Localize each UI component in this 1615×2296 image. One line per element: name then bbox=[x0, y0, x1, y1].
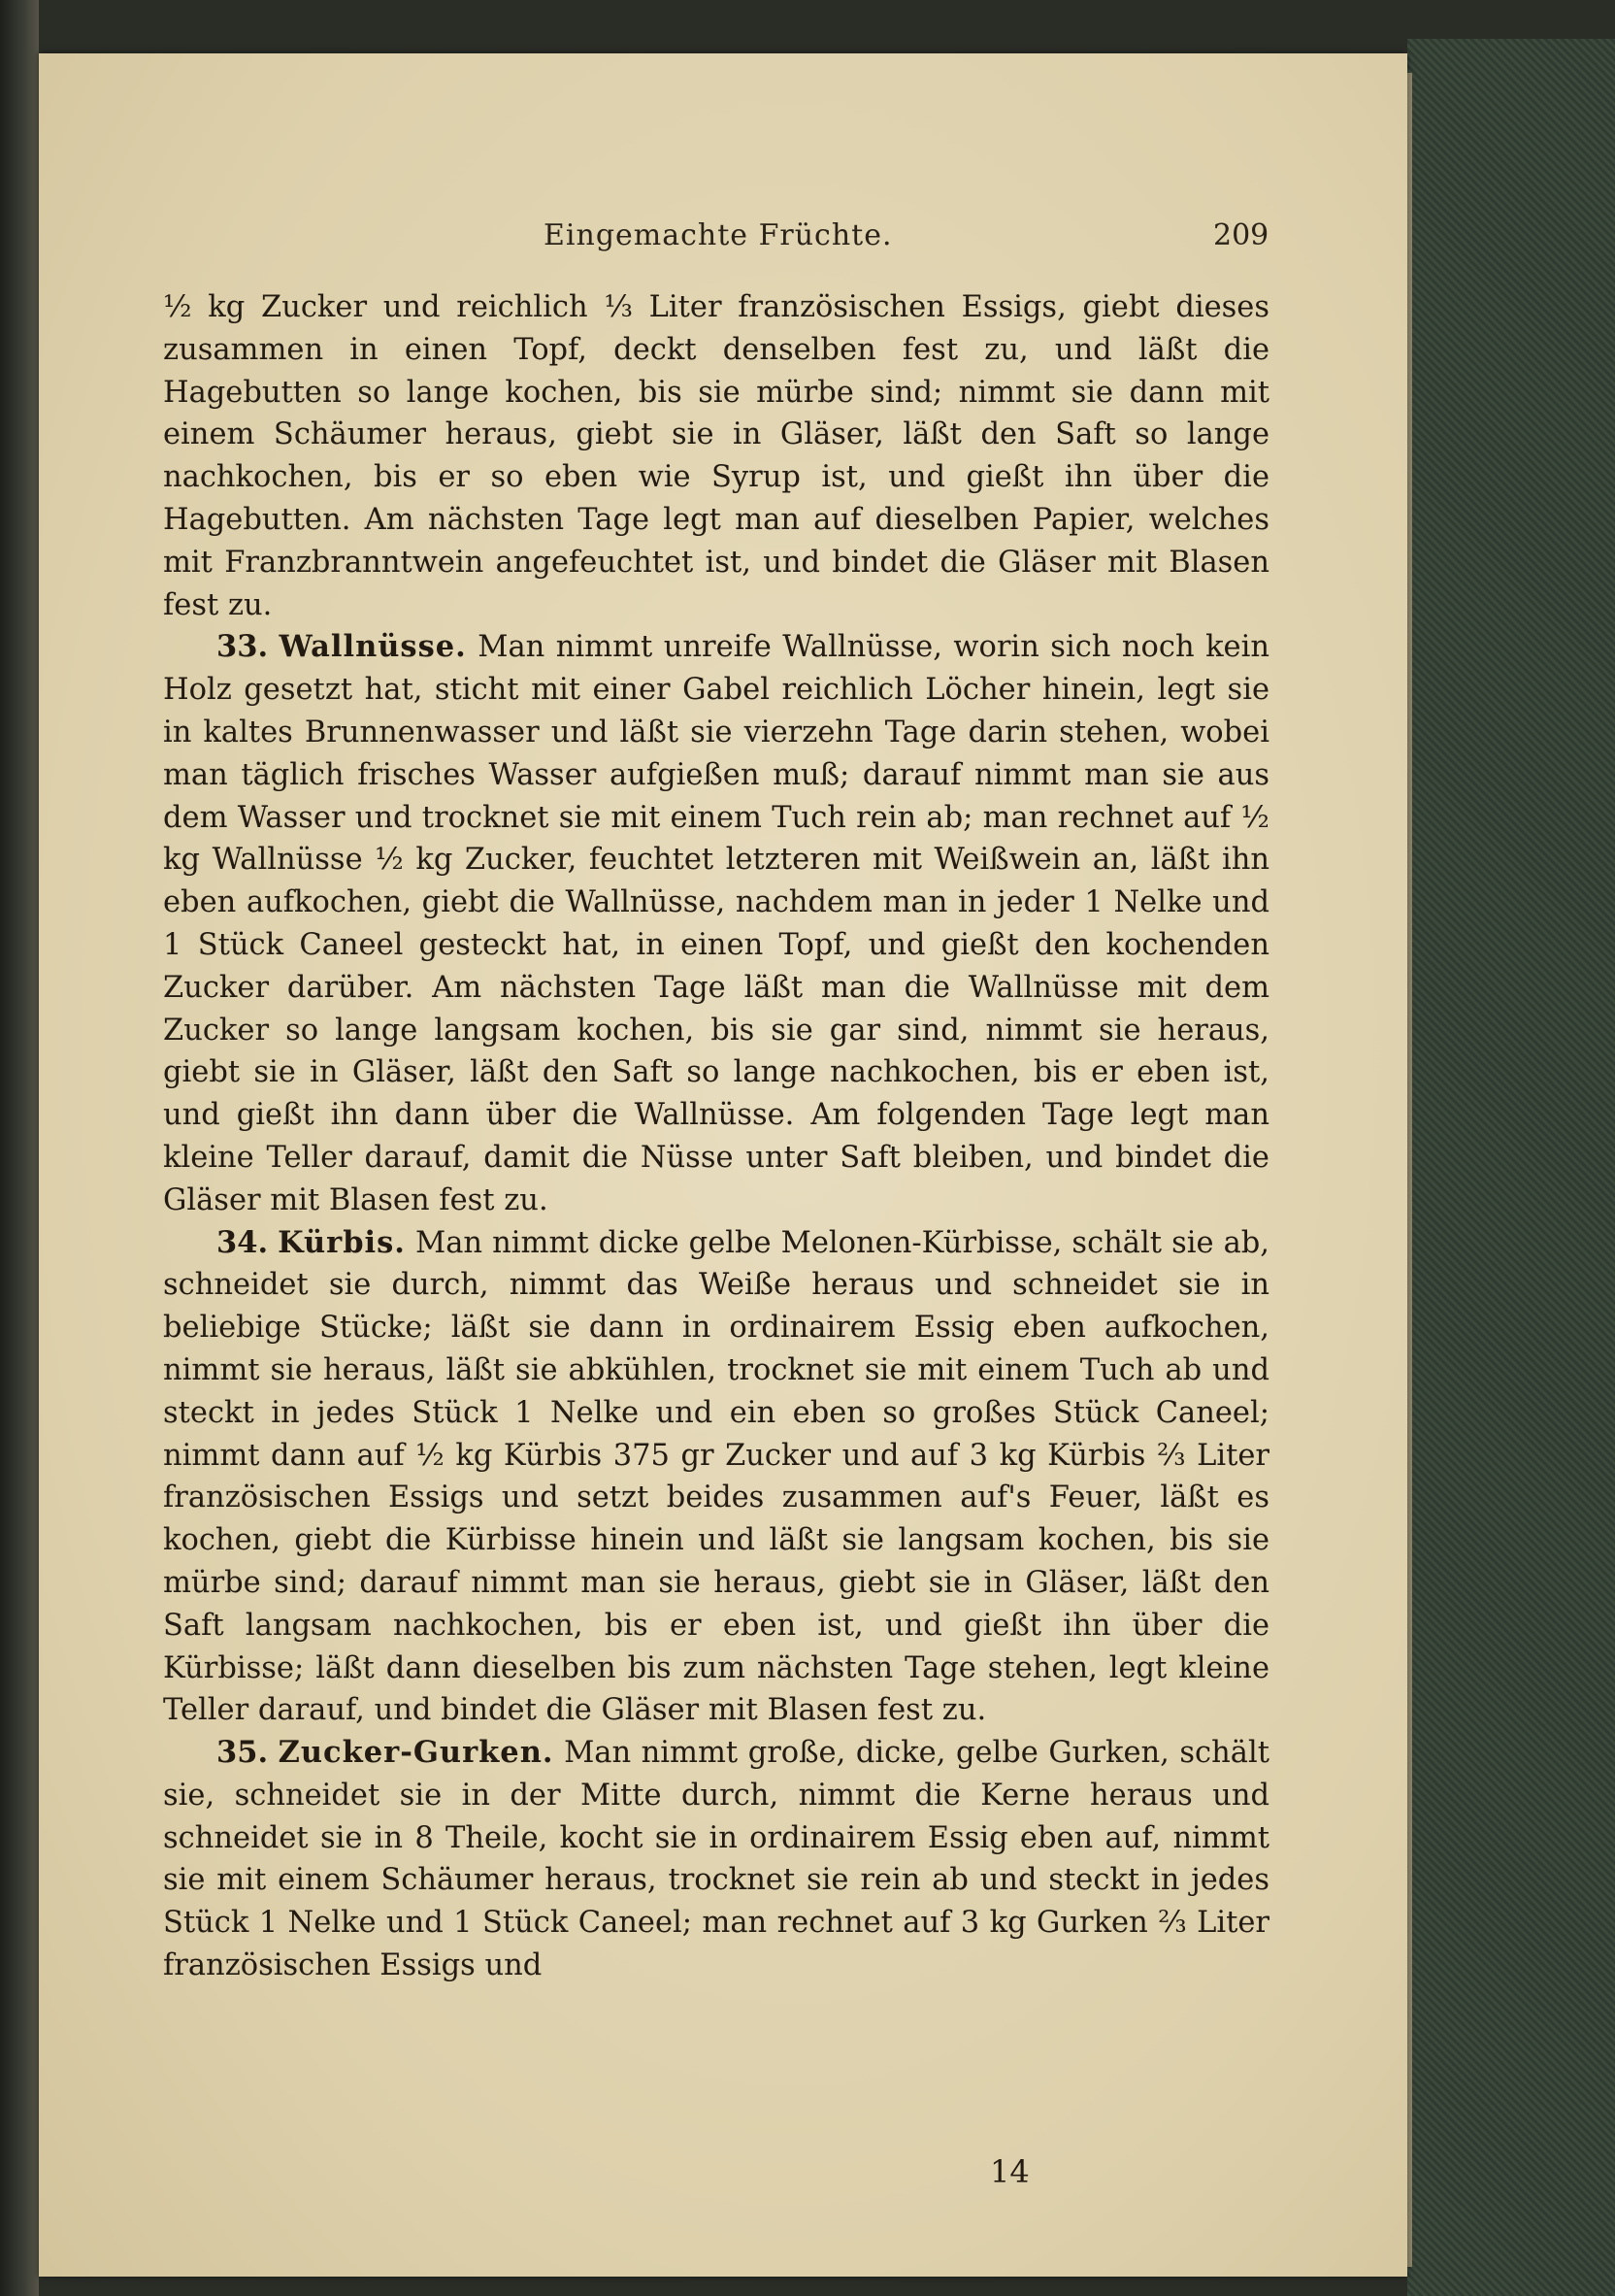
recipe-text: Man nimmt dicke gelbe Melonen-Kürbisse, schält sie ab, schneidet sie durch, nimmt das Weiße heraus und schneidet sie in beliebige Stücke; läßt sie dann in ordinairem Essig eben aufkochen, nimmt sie heraus, läßt sie abkühlen, trocknet sie mit einem Tuch ab und steckt in jedes Stück 1 Nelke und ein eben so großes Stück Caneel; nimmt dann auf ½ kg Kürbis 375 gr Zucker und auf 3 kg Kürbis ⅔ Liter französischen Essigs und setzt beides zusammen auf's Feuer, läßt es kochen, giebt die Kürbisse hinein und läßt sie langsam kochen, bis sie mürbe sind; darauf nimmt man sie heraus, giebt sie in Gläser, läßt den Saft langsam nachkochen, bis er eben ist, und gießt ihn über die Kürbisse; läßt dann dieselben bis zum nächsten Tage stehen, legt kleine Teller darauf, und bindet die Gläser mit Blasen fest zu. bbox=[163, 1225, 1269, 1728]
recipe-heading: Zucker-Gurken. bbox=[278, 1735, 554, 1771]
body-text bbox=[163, 286, 1269, 1987]
paragraph-text: ½ kg Zucker und reichlich ⅓ Liter französischen Essigs, giebt dieses zusammen in einen Topf, deckt denselben fest zu, und läßt die Hagebutten so lange kochen, bis sie mürbe sind; nimmt sie dann mit einem Schäumer heraus, giebt sie in Gläser, läßt den Saft so lange nachkochen, bis er so eben wie Syrup ist, und gießt ihn über die Hagebutten. Am nächsten Tage legt man auf dieselben Papier, welches mit Franzbranntwein angefeuchtet ist, und bindet die Gläser mit Blasen fest zu. bbox=[163, 290, 1269, 622]
recipe-33 bbox=[163, 626, 1269, 1221]
recipe-34 bbox=[163, 1222, 1269, 1733]
recipe-number: 33. bbox=[216, 629, 269, 665]
recipe-text: Man nimmt große, dicke, gelbe Gurken, schält sie, schneidet sie in der Mitte durch, nimmt die Kerne heraus und schneidet sie in 8 Theile, kocht sie in ordinairem Essig eben auf, nimmt sie mit einem Schäumer heraus, trocknet sie rein ab und steckt in jedes Stück 1 Nelke und 1 Stück Caneel; man rechnet auf 3 kg Gurken ⅔ Liter französischen Essigs und bbox=[163, 1736, 1269, 1983]
recipe-number: 35. bbox=[216, 1735, 269, 1771]
recipe-35 bbox=[163, 1732, 1269, 1987]
recipe-heading: Kürbis. bbox=[278, 1224, 406, 1260]
page-header bbox=[39, 218, 1407, 267]
running-title: Eingemachte Früchte. bbox=[544, 218, 893, 252]
book-cover-edge bbox=[1407, 39, 1615, 2296]
recipe-number: 34. bbox=[216, 1224, 269, 1260]
paragraph-continuation bbox=[163, 286, 1269, 626]
scan-background-left bbox=[0, 0, 39, 2296]
signature-mark: 14 bbox=[990, 2153, 1030, 2190]
book-page bbox=[39, 53, 1407, 2277]
recipe-text: Man nimmt unreife Wallnüsse, worin sich noch kein Holz gesetzt hat, sticht mit einer Gabel reichlich Löcher hinein, legt sie in kaltes Brunnenwasser und läßt sie vierzehn Tage darin stehen, wobei man täglich frisches Wasser aufgießen muß; darauf nimmt man sie aus dem Wasser und trocknet sie mit einem Tuch rein ab; man rechnet auf ½ kg Wallnüsse ½ kg Zucker, feuchtet letzteren mit Weißwein an, läßt ihn eben aufkochen, giebt die Wallnüsse, nachdem man in jeder 1 Nelke und 1 Stück Caneel gesteckt hat, in einen Topf, und gießt den kochenden Zucker darüber. Am nächsten Tage läßt man die Wallnüsse mit dem Zucker so lange langsam kochen, bis sie gar sind, nimmt sie heraus, giebt sie in Gläser, läßt den Saft so lange nachkochen, bis er eben ist, und gießt ihn dann über die Wallnüsse. Am folgenden Tage legt man kleine Teller darauf, damit die Nüsse unter Saft bleiben, und bindet die Gläser mit Blasen fest zu. bbox=[163, 630, 1269, 1217]
page-number: 209 bbox=[1213, 218, 1269, 252]
recipe-heading: Wallnüsse. bbox=[279, 629, 467, 665]
